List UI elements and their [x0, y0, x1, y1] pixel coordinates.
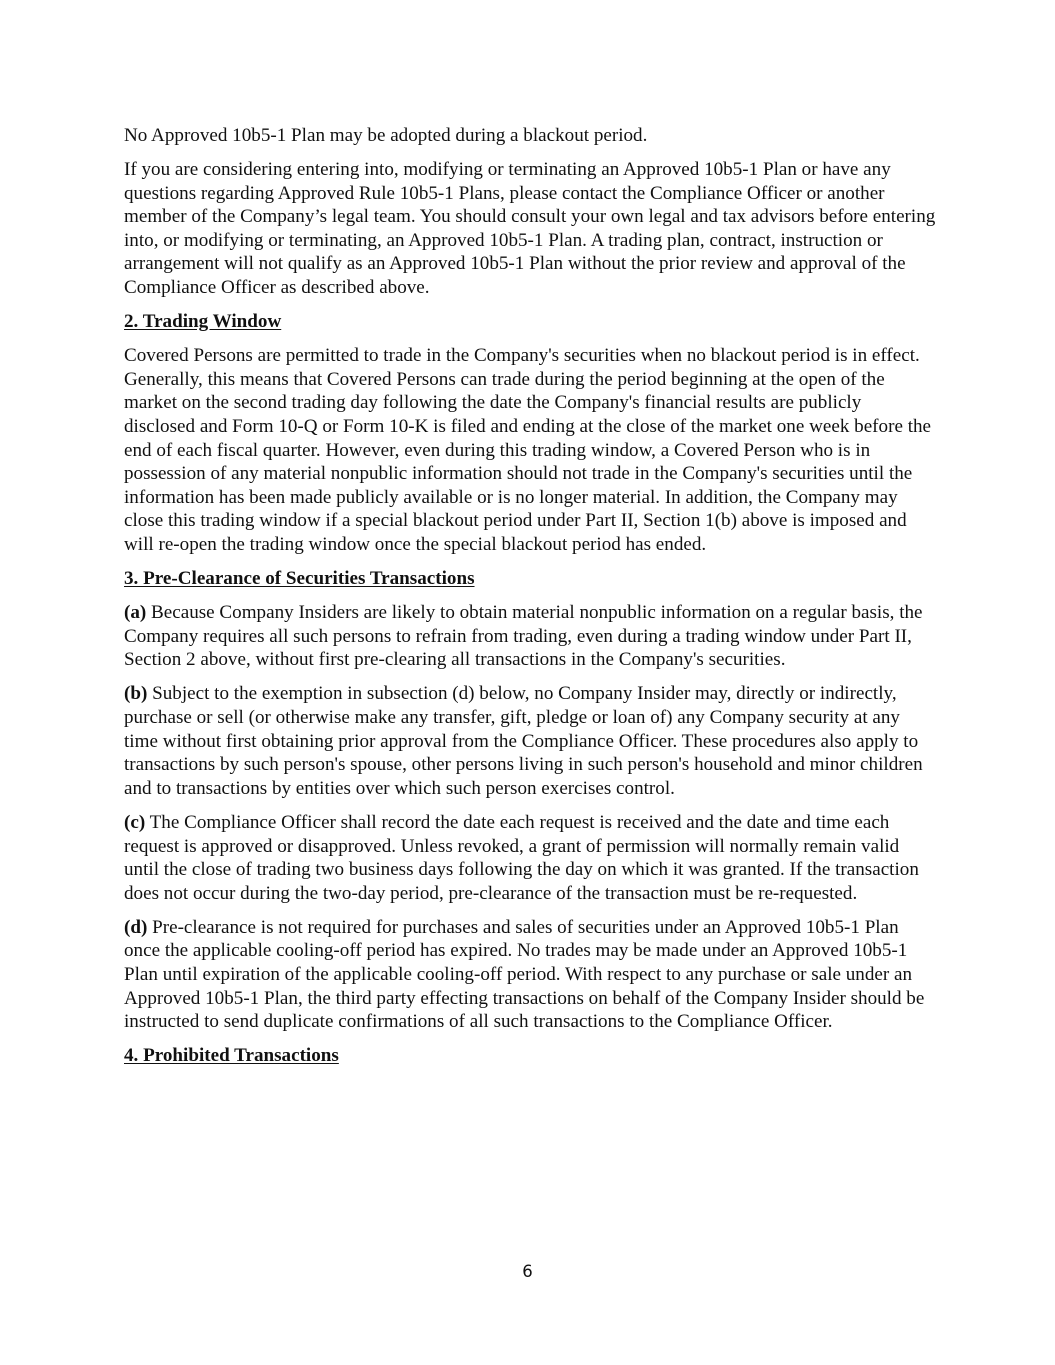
pre-clearance-item-b [124, 682, 936, 800]
page-number: 6 [522, 1262, 533, 1281]
item-label: (b) [124, 683, 148, 705]
pre-clearance-item-a [124, 601, 936, 672]
item-text: Because Company Insiders are likely to obtain material nonpublic information on a regular basis, the Company requires all such persons to refrain from trading, even during a trading window under Part II, Section 2 above, without first pre-clearing all transactions in the Company's securities. [124, 602, 923, 671]
item-text: Pre-clearance is not required for purchases and sales of securities under an Approved 10b5-1 Plan once the applicable cooling-off period has expired. No trades may be made under an Approved 10b5-1 Plan until expiration of the applicable cooling-off period. With respect to any purchase or sale under an Approved 10b5-1 Plan, the third party effecting transactions on behalf of the Company Insider should be instructed to send duplicate confirmations of all such transactions to the Compliance Officer. [124, 916, 925, 1033]
item-label: (a) [124, 602, 147, 624]
section-heading-prohibited-transactions: 4. Prohibited Transactions [124, 1045, 339, 1067]
section-body-trading-window: Covered Persons are permitted to trade in the Company's securities when no blackout period is in effect. Generally, this means that Covered Persons can trade during the period beginning at the open of the market on the second trading day following the date the Company's financial results are publicly disclosed and Form 10-Q or Form 10-K is filed and ending at the close of the market one week before the end of each fiscal quarter. However, even during this trading window, a Covered Person who is in possession of any material nonpublic information should not trade in the Company's securities until the information has been made publicly available or is no longer material. In addition, the Company may close this trading window if a special blackout period under Part II, Section 1(b) above is imposed and will re-open the trading window once the special blackout period has ended. [124, 345, 932, 555]
section-heading-trading-window: 2. Trading Window [124, 311, 282, 333]
item-label: (c) [124, 811, 146, 833]
intro-paragraph-plan-questions: If you are considering entering into, modifying or terminating an Approved 10b5-1 Plan or have any questions regarding Approved Rule 10b5-1 Plans, please contact the Compliance Officer or another member of the Company’s legal team. You should consult your own legal and tax advisors before entering into, or modifying or terminating, an Approved 10b5-1 Plan. A trading plan, contract, instruction or arrangement will not qualify as an Approved 10b5-1 Plan without the prior review and approval of the Compliance Officer as described above. [124, 159, 936, 299]
pre-clearance-item-d [124, 916, 936, 1034]
section-heading-pre-clearance: 3. Pre-Clearance of Securities Transactions [124, 568, 475, 590]
intro-paragraph-blackout: No Approved 10b5-1 Plan may be adopted during a blackout period. [124, 125, 648, 146]
pre-clearance-item-c [124, 811, 936, 905]
document-page [124, 124, 936, 1078]
item-text: The Compliance Officer shall record the date each request is received and the date and time each request is approved or disapproved. Unless revoked, a grant of permission will normally remain valid until the close of trading two business days following the day on which it was granted. If the transaction does not occur during the two-day period, pre-clearance of the transaction must be re-requested. [124, 811, 919, 904]
item-text: Subject to the exemption in subsection (d) below, no Company Insider may, directly or indirectly, purchase or sell (or otherwise make any transfer, gift, pledge or loan of) any Company security at any time without first obtaining prior approval from the Compliance Officer. These procedures also apply to transactions by such person's spouse, other persons living in such person's household and minor children and to transactions by entities over which such person exercises control. [124, 683, 923, 799]
item-label: (d) [124, 916, 148, 938]
